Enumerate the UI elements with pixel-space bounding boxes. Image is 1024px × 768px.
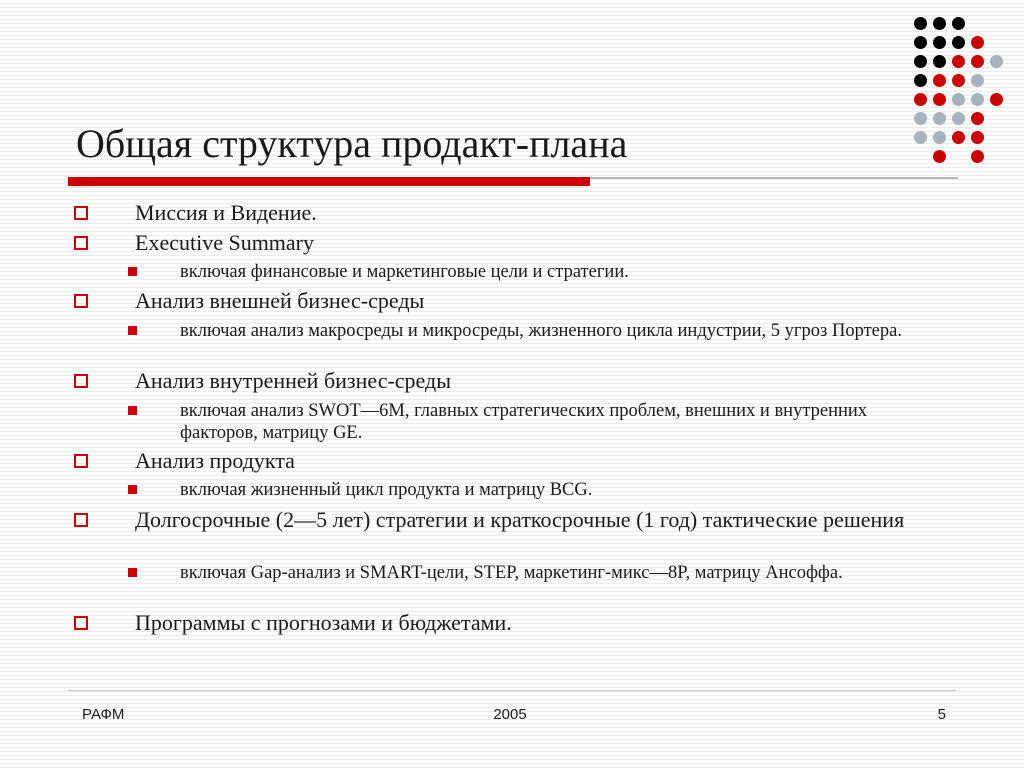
- dot: [914, 17, 927, 30]
- sub-bullet-text: включая жизненный цикл продукта и матрицу BCG.: [180, 480, 593, 500]
- dot: [933, 55, 946, 68]
- hollow-square-bullet-icon: [74, 454, 88, 468]
- bullet-text: Программы с прогнозами и бюджетами.: [135, 610, 512, 635]
- dot: [933, 93, 946, 106]
- dot: [952, 112, 965, 125]
- dot: [914, 55, 927, 68]
- dot: [914, 112, 927, 125]
- hollow-square-bullet-icon: [74, 374, 88, 388]
- bullet-text: Анализ внешней бизнес-среды: [135, 288, 425, 313]
- dot: [933, 36, 946, 49]
- hollow-square-bullet-icon: [74, 294, 88, 308]
- dot: [914, 131, 927, 144]
- footer-year: 2005: [493, 706, 527, 723]
- dot: [971, 55, 984, 68]
- sub-bullet-text: включая Gap-анализ и SMART-цели, STEP, маркетинг-микс—8P, матрицу Ансоффа.: [180, 563, 843, 583]
- hollow-square-bullet-icon: [74, 236, 88, 250]
- dot: [971, 74, 984, 87]
- sub-bullet-text: включая финансовые и маркетинговые цели и стратегии.: [180, 262, 629, 282]
- title-underline-accent: [68, 177, 590, 186]
- dot: [914, 36, 927, 49]
- filled-square-bullet-icon: [128, 267, 137, 276]
- dot: [952, 74, 965, 87]
- dot: [952, 36, 965, 49]
- title-underline-rule: [590, 177, 958, 179]
- sub-bullet-text: включая анализ макросреды и микросреды, жизненного цикла индустрии, 5 угроз Портера.: [180, 321, 902, 341]
- bullet-text: Долгосрочные (2—5 лет) стратегии и краткосрочные (1 год) тактические решения: [135, 507, 905, 532]
- filled-square-bullet-icon: [128, 326, 137, 335]
- dot: [971, 131, 984, 144]
- dot: [971, 93, 984, 106]
- dot: [990, 55, 1003, 68]
- hollow-square-bullet-icon: [74, 206, 88, 220]
- sub-bullet-text: включая анализ SWOT—6M, главных стратегических проблем, внешних и внутренних факторов, матрицу GE.: [180, 401, 868, 443]
- bullet-text: Executive Summary: [135, 230, 315, 255]
- dot: [933, 17, 946, 30]
- dot: [933, 74, 946, 87]
- dot: [952, 17, 965, 30]
- dot: [990, 93, 1003, 106]
- dot: [952, 55, 965, 68]
- filled-square-bullet-icon: [128, 406, 137, 415]
- dot: [914, 93, 927, 106]
- dot: [971, 36, 984, 49]
- filled-square-bullet-icon: [128, 485, 137, 494]
- hollow-square-bullet-icon: [74, 513, 88, 527]
- bullet-text: Анализ внутренней бизнес-среды: [135, 368, 452, 393]
- footer-organization: РАФМ: [82, 706, 125, 723]
- slide-title: Общая структура продакт-плана: [76, 121, 628, 166]
- footer-rule: [68, 690, 956, 691]
- decorative-dot-grid: [912, 15, 1012, 165]
- hollow-square-bullet-icon: [74, 616, 88, 630]
- bullet-text: Миссия и Видение.: [135, 200, 317, 225]
- dot: [914, 74, 927, 87]
- dot: [952, 93, 965, 106]
- filled-square-bullet-icon: [128, 568, 137, 577]
- slide-number: 5: [937, 706, 946, 723]
- dot: [971, 150, 984, 163]
- dot: [952, 131, 965, 144]
- dot: [933, 150, 946, 163]
- dot: [933, 131, 946, 144]
- bullet-text: Анализ продукта: [135, 448, 295, 473]
- dot: [971, 112, 984, 125]
- dot: [933, 112, 946, 125]
